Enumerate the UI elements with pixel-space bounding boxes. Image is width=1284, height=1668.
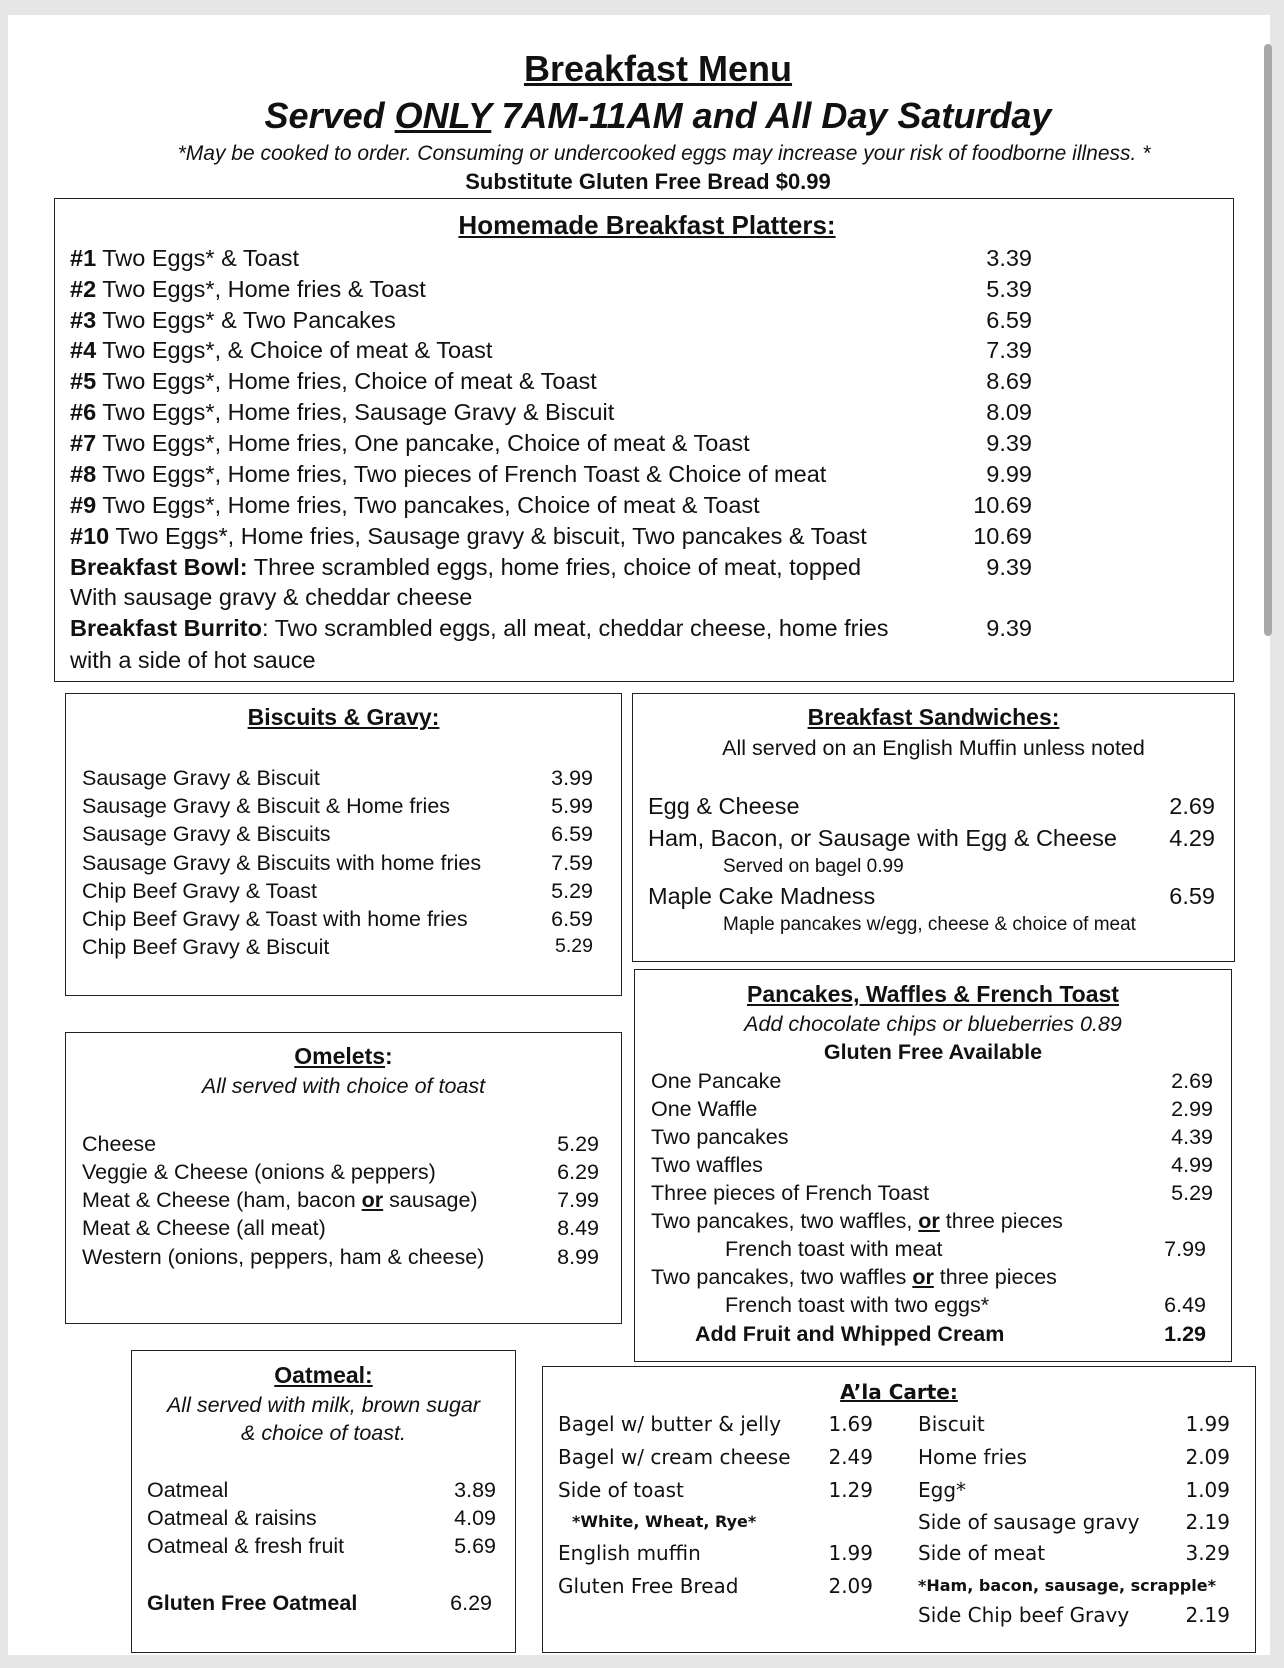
pancakes-heading: Pancakes, Waffles & French Toast xyxy=(747,981,1119,1007)
pancake-price: 2.69 xyxy=(1171,1069,1213,1093)
platter-desc: Two Eggs* & Two Pancakes xyxy=(96,307,396,333)
platter-desc: Two Eggs*, Home fries, Choice of meat & Toast xyxy=(96,368,597,394)
platter-price: 9.99 xyxy=(986,461,1032,487)
alacarte-heading: A’la Carte: xyxy=(840,1380,958,1404)
sandwiches-subheading: All served on an English Muffin unless noted xyxy=(722,736,1145,760)
omelet-item: Veggie & Cheese (onions & peppers) xyxy=(82,1160,436,1184)
oatmeal-sub-line1: All served with milk, brown sugar xyxy=(166,1393,481,1417)
biscuit-price: 5.29 xyxy=(551,879,593,903)
omelets-colon: : xyxy=(385,1043,393,1069)
bowl-name: Breakfast Bowl: xyxy=(70,554,248,580)
bowl-desc: Three scrambled eggs, home fries, choice of meat, topped xyxy=(247,554,862,580)
platter-number: #2 xyxy=(70,276,97,302)
omelet-item: Western (onions, peppers, ham & cheese) xyxy=(82,1245,485,1269)
platter-price: 10.69 xyxy=(973,523,1032,549)
platter-desc: Two Eggs*, & Choice of meat & Toast xyxy=(96,337,493,363)
platter-item xyxy=(70,399,614,426)
alacarte-price: 3.29 xyxy=(1185,1541,1230,1565)
bowl-desc-line2: With sausage gravy & cheddar cheese xyxy=(70,584,473,610)
platter-number: #10 xyxy=(70,523,110,549)
sandwich-item: Maple Cake Madness xyxy=(648,883,876,909)
burrito-desc: : Two scrambled eggs, all meat, cheddar cheese, home fries xyxy=(261,615,889,641)
platter-desc: Two Eggs*, Home fries, Two pancakes, Choice of meat & Toast xyxy=(96,492,760,518)
alacarte-item: Side of meat xyxy=(918,1541,1046,1565)
platter-item xyxy=(70,430,750,457)
platter-desc: Two Eggs*, Home fries, Sausage Gravy & Biscuit xyxy=(96,399,615,425)
sandwich-price: 2.69 xyxy=(1169,793,1215,819)
omelet-item-pre: Meat & Cheese (ham, bacon xyxy=(82,1188,362,1212)
biscuit-price: 6.59 xyxy=(551,822,593,846)
alacarte-price: 1.99 xyxy=(828,1541,873,1565)
platter-price: 7.39 xyxy=(986,337,1032,363)
platter-desc: Two Eggs*, Home fries, Sausage gravy & biscuit, Two pancakes & Toast xyxy=(109,523,867,549)
combo-meat-price: 7.99 xyxy=(1164,1237,1206,1261)
pancake-item: One Pancake xyxy=(651,1069,782,1093)
alacarte-price: 1.29 xyxy=(828,1478,873,1502)
platter-desc: Two Eggs*, Home fries & Toast xyxy=(96,276,426,302)
breakfast-burrito xyxy=(70,615,889,642)
alacarte-meat-note: *Ham, bacon, sausage, scrapple* xyxy=(918,1576,1216,1595)
omelet-item xyxy=(82,1188,478,1213)
sandwich-note: Maple pancakes w/egg, cheese & choice of meat xyxy=(723,914,1136,935)
platter-number: #6 xyxy=(70,399,97,425)
platters-heading: Homemade Breakfast Platters: xyxy=(458,210,836,240)
alacarte-price: 2.19 xyxy=(1185,1510,1230,1534)
pancake-item: Three pieces of French Toast xyxy=(651,1181,930,1205)
sandwich-note: Served on bagel 0.99 xyxy=(723,856,904,877)
omelet-price: 7.99 xyxy=(557,1188,599,1212)
platter-item xyxy=(70,461,826,488)
platter-price: 3.39 xyxy=(986,245,1032,271)
platter-desc: Two Eggs* & Toast xyxy=(96,245,300,271)
platter-item xyxy=(70,337,492,364)
platter-number: #7 xyxy=(70,430,97,456)
omelet-item-post: sausage) xyxy=(383,1188,478,1212)
platter-number: #9 xyxy=(70,492,97,518)
combo-meat-post: three pieces xyxy=(939,1209,1063,1233)
platter-item xyxy=(70,368,597,395)
platter-number: #1 xyxy=(70,245,97,271)
fruit-cream-price: 1.29 xyxy=(1164,1322,1206,1346)
foodborne-disclaimer: *May be cooked to order. Consuming or undercooked eggs may increase your risk of foodborne illness. * xyxy=(177,142,1151,165)
omelet-price: 8.99 xyxy=(557,1245,599,1269)
platter-desc: Two Eggs*, Home fries, One pancake, Choice of meat & Toast xyxy=(96,430,750,456)
omelets-title: Omelets xyxy=(294,1043,386,1069)
combo-meat-or: or xyxy=(918,1209,940,1233)
hours-only: ONLY xyxy=(394,95,492,136)
oatmeal-item: Oatmeal & fresh fruit xyxy=(147,1534,345,1558)
burrito-desc-line2: with a side of hot sauce xyxy=(70,647,316,673)
platter-item xyxy=(70,245,299,272)
platter-number: #8 xyxy=(70,461,97,487)
pancake-price: 2.99 xyxy=(1171,1097,1213,1121)
omelet-price: 8.49 xyxy=(557,1216,599,1240)
oatmeal-price: 4.09 xyxy=(454,1506,496,1530)
biscuit-price: 5.29 xyxy=(555,935,593,957)
sandwich-price: 4.29 xyxy=(1169,825,1215,851)
pancake-price: 4.39 xyxy=(1171,1125,1213,1149)
pancake-item: Two waffles xyxy=(651,1153,763,1177)
platter-number: #5 xyxy=(70,368,97,394)
menu-hours xyxy=(0,95,1284,137)
oatmeal-heading: Oatmeal: xyxy=(274,1362,373,1388)
biscuit-item: Sausage Gravy & Biscuit xyxy=(82,766,320,790)
combo-eggs-post: three pieces xyxy=(933,1265,1057,1289)
omelet-price: 5.29 xyxy=(557,1132,599,1156)
omelet-item: Cheese xyxy=(82,1132,157,1156)
platter-item xyxy=(70,307,396,334)
omelets-subheading: All served with choice of toast xyxy=(201,1074,486,1098)
gluten-free-oatmeal-price: 6.29 xyxy=(450,1591,492,1615)
combo-eggs-pre: Two pancakes, two waffles xyxy=(651,1265,913,1289)
oatmeal-item: Oatmeal xyxy=(147,1478,229,1502)
sandwiches-heading: Breakfast Sandwiches: xyxy=(807,704,1060,730)
pancakes-gluten-free: Gluten Free Available xyxy=(823,1040,1043,1064)
alacarte-price: 1.99 xyxy=(1185,1412,1230,1436)
omelet-item: Meat & Cheese (all meat) xyxy=(82,1216,326,1240)
alacarte-item: Side Chip beef Gravy xyxy=(918,1603,1130,1627)
sandwich-item: Egg & Cheese xyxy=(648,793,800,819)
alacarte-price: 1.69 xyxy=(828,1412,873,1436)
platter-number: #3 xyxy=(70,307,97,333)
alacarte-item: Bagel w/ butter & jelly xyxy=(558,1412,782,1436)
oatmeal-price: 5.69 xyxy=(454,1534,496,1558)
biscuit-item: Sausage Gravy & Biscuits xyxy=(82,822,331,846)
oatmeal-price: 3.89 xyxy=(454,1478,496,1502)
alacarte-item: Side of toast xyxy=(558,1478,684,1502)
hours-prefix: Served xyxy=(264,95,395,136)
pancake-item: One Waffle xyxy=(651,1097,758,1121)
alacarte-item: Egg* xyxy=(918,1478,967,1502)
alacarte-item: Side of sausage gravy xyxy=(918,1510,1140,1534)
bowl-price: 9.39 xyxy=(986,554,1032,580)
platter-item xyxy=(70,523,867,550)
menu-title: Breakfast Menu xyxy=(523,48,793,89)
sandwich-price: 6.59 xyxy=(1169,883,1215,909)
alacarte-item: Gluten Free Bread xyxy=(558,1574,739,1598)
burrito-name: Breakfast Burrito xyxy=(70,615,262,641)
alacarte-price: 2.09 xyxy=(828,1574,873,1598)
platter-price: 5.39 xyxy=(986,276,1032,302)
platter-item xyxy=(70,492,760,519)
platter-item xyxy=(70,276,426,303)
alacarte-bread-note: *White, Wheat, Rye* xyxy=(572,1512,757,1531)
platter-desc: Two Eggs*, Home fries, Two pieces of French Toast & Choice of meat xyxy=(96,461,827,487)
biscuit-item: Chip Beef Gravy & Biscuit xyxy=(82,935,330,959)
fruit-cream-addon: Add Fruit and Whipped Cream xyxy=(695,1322,1005,1346)
pancake-price: 5.29 xyxy=(1171,1181,1213,1205)
biscuit-price: 3.99 xyxy=(551,766,593,790)
gluten-free-oatmeal: Gluten Free Oatmeal xyxy=(147,1591,358,1615)
combo-eggs xyxy=(651,1265,1057,1290)
platter-price: 10.69 xyxy=(973,492,1032,518)
alacarte-price: 2.09 xyxy=(1185,1445,1230,1469)
biscuit-item: Sausage Gravy & Biscuit & Home fries xyxy=(82,794,451,818)
alacarte-item: Biscuit xyxy=(918,1412,985,1436)
pancake-price: 4.99 xyxy=(1171,1153,1213,1177)
biscuit-price: 7.59 xyxy=(551,851,593,875)
combo-eggs-price: 6.49 xyxy=(1164,1293,1206,1317)
oatmeal-sub-line2: & choice of toast. xyxy=(241,1421,406,1445)
alacarte-item: Home fries xyxy=(918,1445,1027,1469)
hours-suffix: 7AM-11AM and All Day Saturday xyxy=(491,95,1052,136)
pancake-item: Two pancakes xyxy=(651,1125,789,1149)
combo-meat-line2: French toast with meat xyxy=(725,1237,943,1261)
omelet-price: 6.29 xyxy=(557,1160,599,1184)
biscuit-item: Chip Beef Gravy & Toast xyxy=(82,879,318,903)
platter-number: #4 xyxy=(70,337,97,363)
breakfast-bowl xyxy=(70,554,861,581)
combo-meat-pre: Two pancakes, two waffles, xyxy=(651,1209,919,1233)
biscuit-price: 5.99 xyxy=(551,794,593,818)
biscuit-price: 6.59 xyxy=(551,907,593,931)
alacarte-item: Bagel w/ cream cheese xyxy=(558,1445,791,1469)
alacarte-price: 2.49 xyxy=(828,1445,873,1469)
alacarte-item: English muffin xyxy=(558,1541,701,1565)
omelets-heading xyxy=(65,1043,622,1070)
platter-price: 6.59 xyxy=(986,307,1032,333)
platter-price: 8.69 xyxy=(986,368,1032,394)
burrito-price: 9.39 xyxy=(986,615,1032,641)
omelet-item-or: or xyxy=(361,1188,384,1212)
alacarte-box xyxy=(542,1366,1256,1653)
oatmeal-item: Oatmeal & raisins xyxy=(147,1506,317,1530)
platter-price: 8.09 xyxy=(986,399,1032,425)
alacarte-price: 2.19 xyxy=(1185,1603,1230,1627)
sandwich-item: Ham, Bacon, or Sausage with Egg & Cheese xyxy=(648,825,1117,851)
biscuits-gravy-heading: Biscuits & Gravy: xyxy=(247,704,440,730)
pancakes-addon-note: Add chocolate chips or blueberries 0.89 xyxy=(744,1012,1122,1036)
combo-eggs-line2: French toast with two eggs* xyxy=(725,1293,990,1317)
combo-eggs-or: or xyxy=(912,1265,934,1289)
combo-meat xyxy=(651,1209,1063,1234)
platter-price: 9.39 xyxy=(986,430,1032,456)
alacarte-price: 1.09 xyxy=(1185,1478,1230,1502)
biscuit-item: Sausage Gravy & Biscuits with home fries xyxy=(82,851,482,875)
gluten-free-bread-note: Substitute Gluten Free Bread $0.99 xyxy=(465,169,831,194)
biscuit-item: Chip Beef Gravy & Toast with home fries xyxy=(82,907,468,931)
